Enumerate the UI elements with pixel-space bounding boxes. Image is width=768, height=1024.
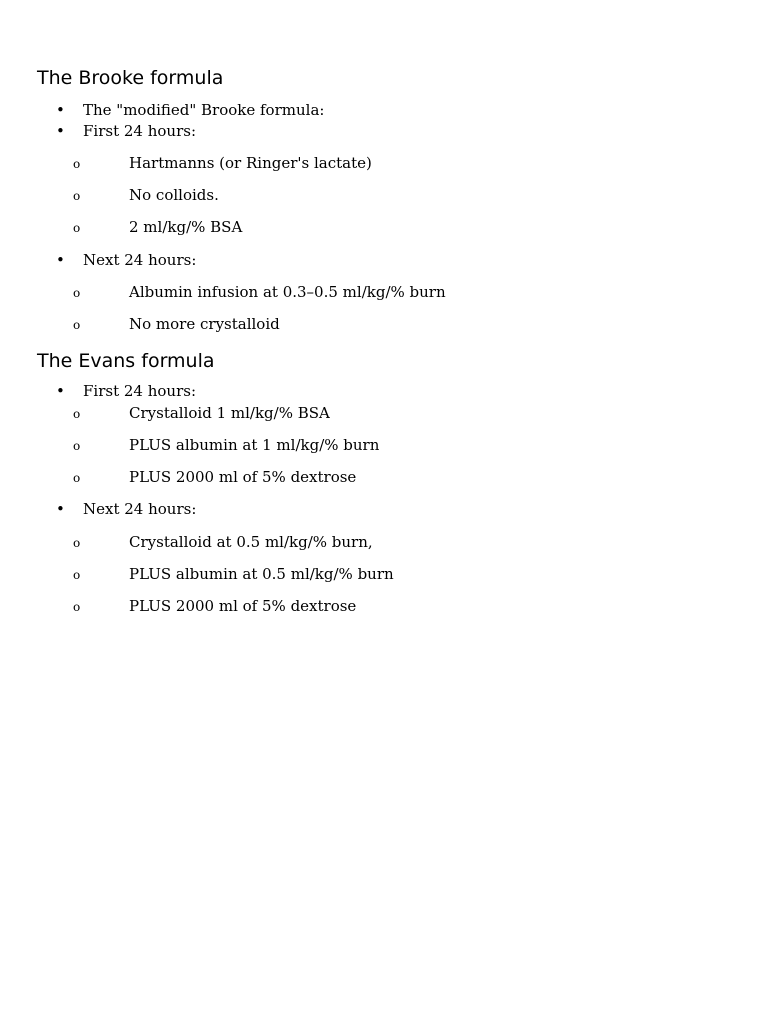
sub-list-item-text: Albumin infusion at 0.3–0.5 ml/kg/% burn — [129, 283, 446, 301]
section-heading-brooke: The Brooke formula — [37, 67, 224, 89]
list-item-text: The "modified" Brooke formula: — [83, 101, 325, 119]
sub-list-item — [73, 468, 357, 486]
sub-list-item — [73, 533, 373, 551]
sub-list-item-text: PLUS 2000 ml of 5% dextrose — [129, 597, 357, 615]
bullet-icon: • — [56, 500, 65, 518]
circle-bullet-icon: o — [73, 286, 81, 300]
circle-bullet-icon: o — [73, 318, 81, 332]
sub-list-item — [73, 315, 280, 333]
circle-bullet-icon: o — [73, 221, 81, 235]
circle-bullet-icon: o — [73, 189, 81, 203]
sub-list-item-text: Crystalloid 1 ml/kg/% BSA — [129, 404, 330, 422]
list-item — [56, 101, 325, 119]
list-item-text: First 24 hours: — [83, 122, 196, 140]
list-item-text: Next 24 hours: — [83, 251, 197, 269]
circle-bullet-icon: o — [73, 471, 81, 485]
sub-list-item — [73, 436, 380, 454]
sub-list-item — [73, 186, 219, 204]
bullet-icon: • — [56, 382, 65, 400]
sub-list-item-text: PLUS albumin at 0.5 ml/kg/% burn — [129, 565, 394, 583]
circle-bullet-icon: o — [73, 600, 81, 614]
circle-bullet-icon: o — [73, 536, 81, 550]
section-heading-evans: The Evans formula — [37, 350, 215, 372]
circle-bullet-icon: o — [73, 568, 81, 582]
list-item — [56, 382, 196, 400]
sub-list-item — [73, 154, 372, 172]
sub-list-item — [73, 283, 446, 301]
circle-bullet-icon: o — [73, 157, 81, 171]
list-item — [56, 251, 197, 269]
circle-bullet-icon: o — [73, 407, 81, 421]
sub-list-item-text: No more crystalloid — [129, 315, 280, 333]
bullet-icon: • — [56, 122, 65, 140]
circle-bullet-icon: o — [73, 439, 81, 453]
sub-list-item-text: Crystalloid at 0.5 ml/kg/% burn, — [129, 533, 373, 551]
sub-list-item — [73, 218, 243, 236]
bullet-icon: • — [56, 251, 65, 269]
sub-list-item-text: PLUS 2000 ml of 5% dextrose — [129, 468, 357, 486]
bullet-icon: • — [56, 101, 65, 119]
sub-list-item-text: Hartmanns (or Ringer's lactate) — [129, 154, 372, 172]
list-item-text: First 24 hours: — [83, 382, 196, 400]
sub-list-item — [73, 404, 330, 422]
sub-list-item — [73, 565, 394, 583]
list-item — [56, 122, 196, 140]
sub-list-item-text: No colloids. — [129, 186, 219, 204]
list-item — [56, 500, 197, 518]
list-item-text: Next 24 hours: — [83, 500, 197, 518]
sub-list-item-text: 2 ml/kg/% BSA — [129, 218, 243, 236]
sub-list-item-text: PLUS albumin at 1 ml/kg/% burn — [129, 436, 380, 454]
sub-list-item — [73, 597, 357, 615]
